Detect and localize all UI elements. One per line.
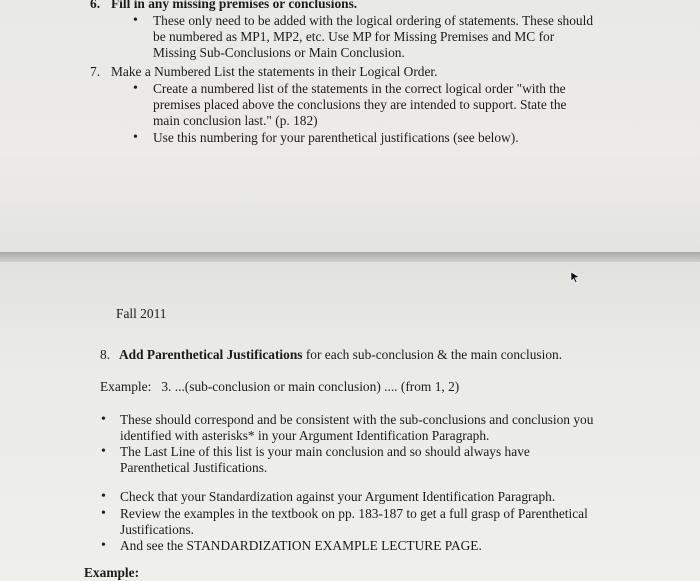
bullet: • (133, 130, 138, 145)
item-6-text: Fill in any missing premises or conclusions. (111, 0, 358, 11)
item-7-number: 7. (90, 64, 101, 79)
bullet: • (133, 81, 138, 96)
item-8-rest: for each sub-conclusion & the main conclusion. (302, 347, 563, 362)
bullet-1-line: These should correspond and be consistent with the sub-conclusions and conclusion you (120, 412, 594, 427)
bullet-2-line: Parenthetical Justifications. (120, 460, 268, 475)
bullet: • (101, 506, 106, 521)
bullet: • (101, 538, 106, 553)
item-7-bullet-line: premises placed above the conclusions they are intended to support. State the (153, 97, 567, 112)
item-6-number: 6. (90, 0, 101, 11)
item-8-text (119, 347, 562, 363)
bullet-1-line: identified with asterisks* in your Argument Identification Paragraph. (120, 428, 490, 443)
bullet-5-line: And see the STANDARDIZATION EXAMPLE LECTURE PAGE. (120, 538, 482, 553)
bullet-2-line: The Last Line of this list is your main conclusion and so should always have (120, 444, 530, 459)
item-7-text: Make a Numbered List the statements in their Logical Order. (111, 64, 438, 79)
term-label: Fall 2011 (116, 306, 167, 321)
page-gap (0, 252, 700, 262)
example-label: Example: (84, 565, 140, 580)
top-page (0, 0, 700, 252)
item-6-bullet-line: be numbered as MP1, MP2, etc. Use MP for Missing Premises and MC for (153, 29, 555, 44)
bullet-4-line: Justifications. (120, 522, 195, 537)
bullet: • (101, 444, 106, 459)
item-6-bullet-line: Missing Sub-Conclusions or Main Conclusion. (153, 45, 405, 60)
bullet: • (101, 489, 106, 504)
item-7-bullet-line: Create a numbered list of the statements in the correct logical order "with the (153, 81, 566, 96)
bullet-3-line: Check that your Standardization against your Argument Identification Paragraph. (120, 489, 556, 504)
bullet: • (101, 412, 106, 427)
bottom-page (0, 262, 700, 581)
item-7-bullet-line: main conclusion last." (p. 182) (153, 113, 318, 128)
bullet: • (133, 13, 138, 28)
example-line: Example: 3. ...(sub-conclusion or main conclusion) .... (from 1, 2) (100, 379, 460, 394)
bullet-4-line: Review the examples in the textbook on pp. 183-187 to get a full grasp of Parenthetical (120, 506, 588, 521)
mouse-cursor-icon (568, 270, 582, 284)
item-8-bold: Add Parenthetical Justifications (119, 347, 303, 362)
item-7-bullet-line: Use this numbering for your parenthetical justifications (see below). (153, 130, 519, 145)
item-6-bullet-line: These only need to be added with the logical ordering of statements. These should (153, 13, 594, 28)
item-8-number: 8. (100, 347, 111, 362)
